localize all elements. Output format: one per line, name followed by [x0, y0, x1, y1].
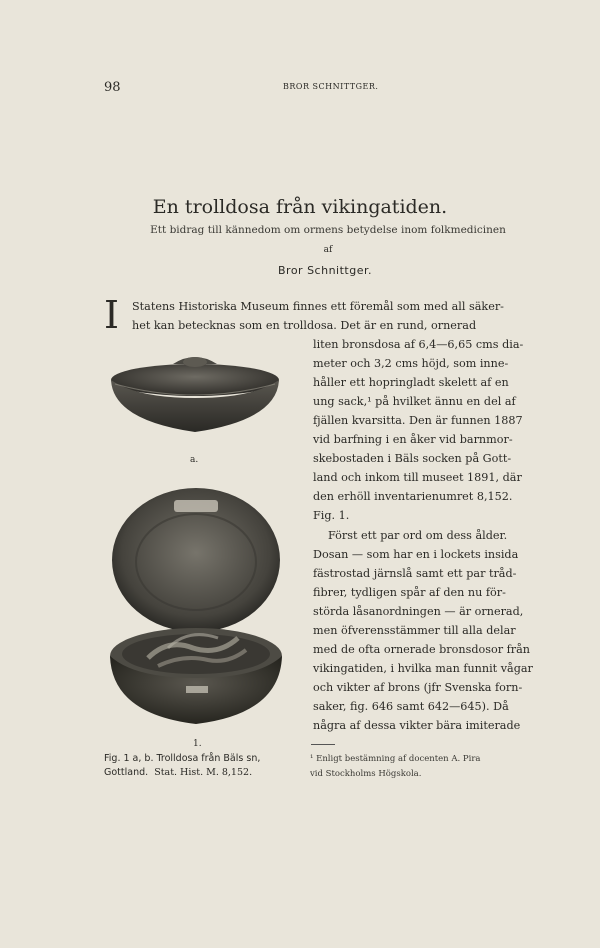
body-line: vikingatiden, i hvilka man funnit vågar [313, 662, 533, 675]
figure-a-closed-box-photo [103, 350, 288, 440]
caption-inventory: Stat. Hist. M. 8,152. [154, 767, 253, 778]
body-line: och vikter af brons (jfr Svenska forn- [313, 681, 523, 694]
article-title: En trolldosa från vikingatiden. [152, 196, 448, 218]
body-line: meter och 3,2 cms höjd, som inne- [313, 357, 509, 370]
body-line: håller ett hopringladt skelett af en [313, 376, 509, 389]
caption-line-2 [104, 766, 260, 780]
body-line: saker, fig. 646 samt 642—645). Då [313, 700, 509, 713]
body-line: men öfverensstämmer till alla delar [313, 624, 516, 637]
body-line: Fig. 1. [313, 509, 350, 522]
body-line: fjällen kvarsitta. Den är funnen 1887 [313, 414, 523, 427]
body-line: skebostaden i Bäls socken på Gott- [313, 452, 512, 465]
body-line: störda låsanordningen — är ornerad, [313, 605, 524, 618]
body-line: fästrostad järnslå samt ett par tråd- [313, 567, 517, 580]
figure-caption [104, 752, 260, 780]
by-word: af [323, 245, 333, 255]
caption-line-1: Fig. 1 a, b. Trolldosa från Bäls sn, [104, 753, 261, 764]
running-head: BROR SCHNITTGER. [283, 82, 379, 91]
caption-place: Gottland. [104, 767, 149, 778]
footnote-line-2: vid Stockholms Högskola. [310, 769, 422, 779]
body-line: vid barfning i en åker vid barnmor- [313, 433, 513, 446]
body-line: land och inkom till museet 1891, där [313, 471, 522, 484]
figure-a-label: a. [190, 455, 199, 465]
article-subtitle: Ett bidrag till kännedom om ormens betydelse inom folkmedicinen [150, 224, 506, 236]
page-number: 98 [104, 80, 121, 95]
body-line: Statens Historiska Museum finnes ett föremål som med all säker- [132, 300, 504, 313]
body-line: het kan betecknas som en trolldosa. Det är en rund, ornerad [132, 319, 477, 332]
figure-number-label: 1. [193, 739, 202, 749]
figure-b-open-box-photo [108, 488, 288, 728]
body-line: Först ett par ord om dess ålder. [328, 529, 508, 542]
drop-cap: I [104, 293, 120, 337]
body-line: fibrer, tydligen spår af den nu för- [313, 586, 506, 599]
footnote-rule [311, 744, 335, 745]
footnote [310, 752, 480, 782]
footnote-line-1: ¹ Enligt bestämning af docenten A. Pira [310, 754, 481, 764]
body-line: med de ofta ornerade bronsdosor från [313, 643, 530, 656]
body-line: liten bronsdosa af 6,4—6,65 cms dia- [313, 338, 524, 351]
author-name: Bror Schnittger. [278, 264, 372, 277]
body-line: den erhöll inventarienumret 8,152. [313, 490, 513, 503]
body-line: några af dessa vikter bära imiterade [313, 719, 521, 732]
body-line: Dosan — som har en i lockets insida [313, 548, 519, 561]
body-line: ung sack,¹ på hvilket ännu en del af [313, 395, 516, 408]
